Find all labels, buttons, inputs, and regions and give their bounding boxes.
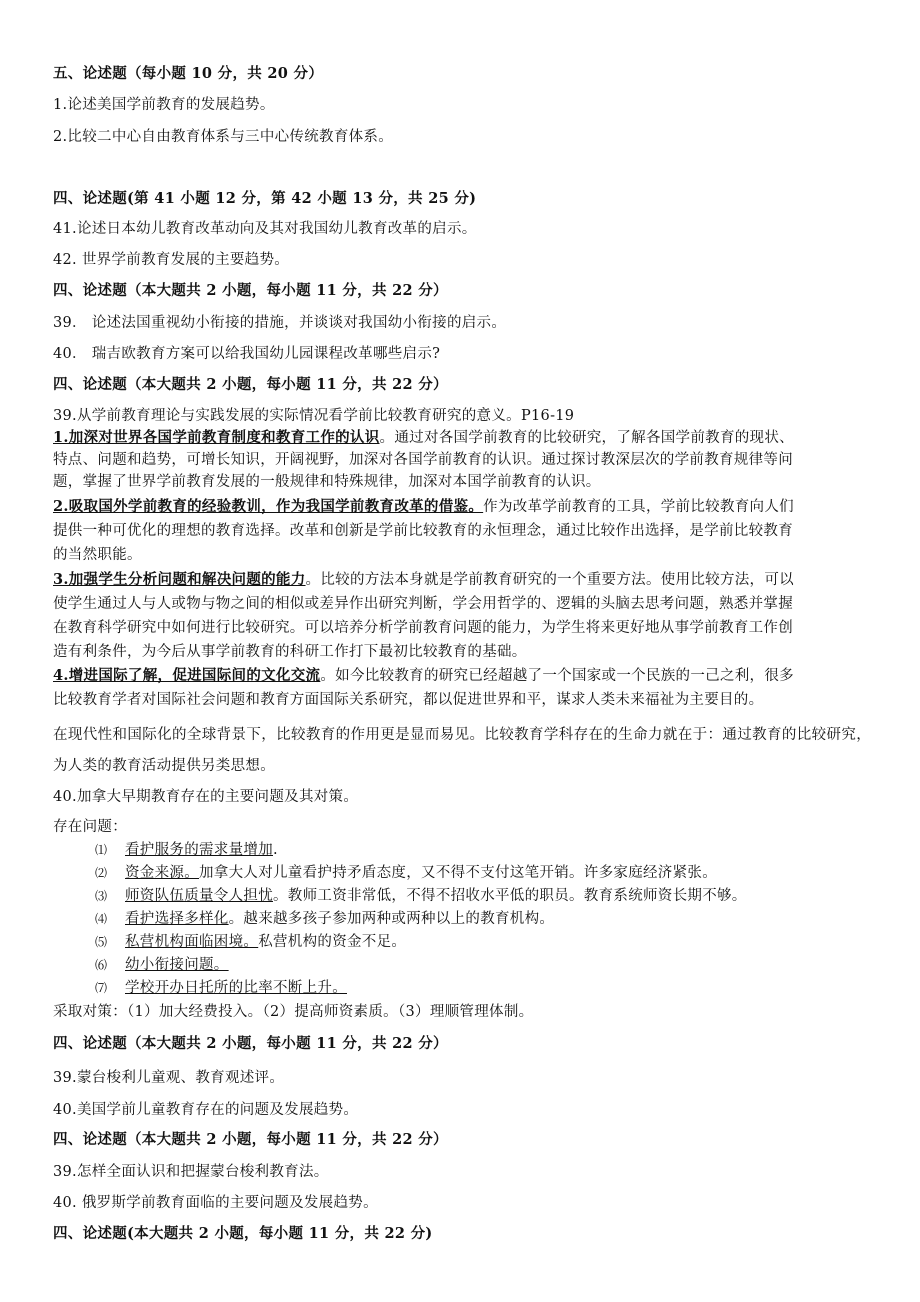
- answer-line: 特点、问题和趋势，可增长知识，开阔视野，加深对各国学前教育的认识。通过探讨教深层次的学前教育规律等问: [53, 452, 793, 468]
- answer-line: 的当然职能。: [53, 547, 142, 563]
- question: 39.怎样全面认识和把握蒙台梭利教育法。: [53, 1164, 329, 1180]
- question: 39． 论述法国重视幼小衔接的措施，并谈谈对我国幼小衔接的启示。: [53, 315, 507, 331]
- point-title: 3.加强学生分析问题和解决问题的能力: [53, 571, 306, 588]
- question: 40. 俄罗斯学前教育面临的主要问题及发展趋势。: [53, 1195, 378, 1211]
- answer-point-4: 4.增进国际了解，促进国际间的文化交流。如今比较教育的研究已经超越了一个国家或一个民族的一己之利，很多: [53, 667, 794, 684]
- list-item: ⑷ 看护选择多样化。越来越多孩子参加两种或两种以上的教育机构。: [95, 911, 555, 927]
- question: 39.蒙台梭利儿童观、教育观述评。: [53, 1070, 285, 1086]
- summary-paragraph: 在现代性和国际化的全球背景下，比较教育的作用更是显而易见。比较教育学科存在的生命力就在于：通过教育的比较研究，为人类的教育活动提供另类思想。: [53, 727, 871, 774]
- list-item: ⑹ 幼小衔接问题。: [95, 957, 229, 973]
- point-title: 2.吸取国外学前教育的经验教训，作为我国学前教育改革的借鉴。: [53, 498, 484, 515]
- question: 42. 世界学前教育发展的主要趋势。: [53, 252, 290, 268]
- answer-point-3: 3.加强学生分析问题和解决问题的能力。比较的方法本身就是学前教育研究的一个重要方法。使用比较方法，可以: [53, 571, 794, 588]
- answer-line: 题，掌握了世界学前教育发展的一般规律和特殊规律，加深对本国学前教育的认识。: [53, 474, 601, 490]
- question: 41.论述日本幼儿教育改革动向及其对我国幼儿教育改革的启示。: [53, 221, 477, 237]
- question: 40.加拿大早期教育存在的主要问题及其对策。: [53, 789, 359, 805]
- answer-point-2: 2.吸取国外学前教育的经验教训，作为我国学前教育改革的借鉴。作为改革学前教育的工具，学前比较教育向人们: [53, 498, 794, 515]
- question: 2.比较二中心自由教育体系与三中心传统教育体系。: [53, 129, 394, 145]
- answer-point-1: 1.加深对世界各国学前教育制度和教育工作的认识。通过对各国学前教育的比较研究，了解各国学前教育的现状、: [53, 429, 794, 446]
- problems-label: 存在问题：: [53, 819, 127, 835]
- list-item: ⑶ 师资队伍质量令人担忧。教师工资非常低，不得不招收水平低的职员。教育系统师资长期不够。: [95, 888, 747, 904]
- list-item: ⑴ 看护服务的需求量增加.: [95, 842, 278, 858]
- list-item: ⑵ 资金来源。加拿大人对儿童看护持矛盾态度，又不得不支付这笔开销。许多家庭经济紧张。: [95, 865, 717, 881]
- section-heading: 四、论述题(第 41 小题 12 分，第 42 小题 13 分，共 25 分): [53, 190, 477, 207]
- section-heading: 五、论述题（每小题 10 分，共 20 分）: [53, 65, 324, 82]
- measures-line: 采取对策：（1）加大经费投入。（2）提高师资素质。（3）理顺管理体制。: [53, 1004, 534, 1020]
- point-title: 4.增进国际了解，促进国际间的文化交流: [53, 667, 321, 684]
- section-heading: 四、论述题（本大题共 2 小题，每小题 11 分，共 22 分）: [53, 1131, 448, 1148]
- question: 1.论述美国学前教育的发展趋势。: [53, 97, 275, 113]
- question: 39.从学前教育理论与实践发展的实际情况看学前比较教育研究的意义。P16-19: [53, 408, 575, 424]
- point-title: 1.加深对世界各国学前教育制度和教育工作的认识: [53, 429, 380, 446]
- question: 40． 瑞吉欧教育方案可以给我国幼儿园课程改革哪些启示?: [53, 346, 441, 362]
- section-heading: 四、论述题(本大题共 2 小题，每小题 11 分，共 22 分): [53, 1225, 433, 1242]
- answer-line: 造有利条件，为今后从事学前教育的科研工作打下最初比较教育的基础。: [53, 644, 527, 660]
- section-heading: 四、论述题（本大题共 2 小题，每小题 11 分，共 22 分）: [53, 376, 448, 393]
- section-heading: 四、论述题（本大题共 2 小题，每小题 11 分，共 22 分）: [53, 1035, 448, 1052]
- answer-line: 在教育科学研究中如何进行比较研究。可以培养分析学前教育问题的能力，为学生将来更好地从事学前教育工作创: [53, 620, 793, 636]
- question: 40.美国学前儿童教育存在的问题及发展趋势。: [53, 1102, 359, 1118]
- answer-line: 使学生通过人与人或物与物之间的相似或差异作出研究判断，学会用哲学的、逻辑的头脑去思考问题，熟悉并掌握: [53, 596, 793, 612]
- answer-line: 提供一种可优化的理想的教育选择。改革和创新是学前比较教育的永恒理念，通过比较作出选择，是学前比较教育: [53, 523, 793, 539]
- answer-line: 比较教育学者对国际社会问题和教育方面国际关系研究，都以促进世界和平，谋求人类未来福祉为主要目的。: [53, 692, 764, 708]
- list-item: ⑺ 学校开办日托所的比率不断上升。: [95, 980, 347, 996]
- list-item: ⑸ 私营机构面临困境。私营机构的资金不足。: [95, 934, 407, 950]
- section-heading: 四、论述题（本大题共 2 小题，每小题 11 分，共 22 分）: [53, 282, 448, 299]
